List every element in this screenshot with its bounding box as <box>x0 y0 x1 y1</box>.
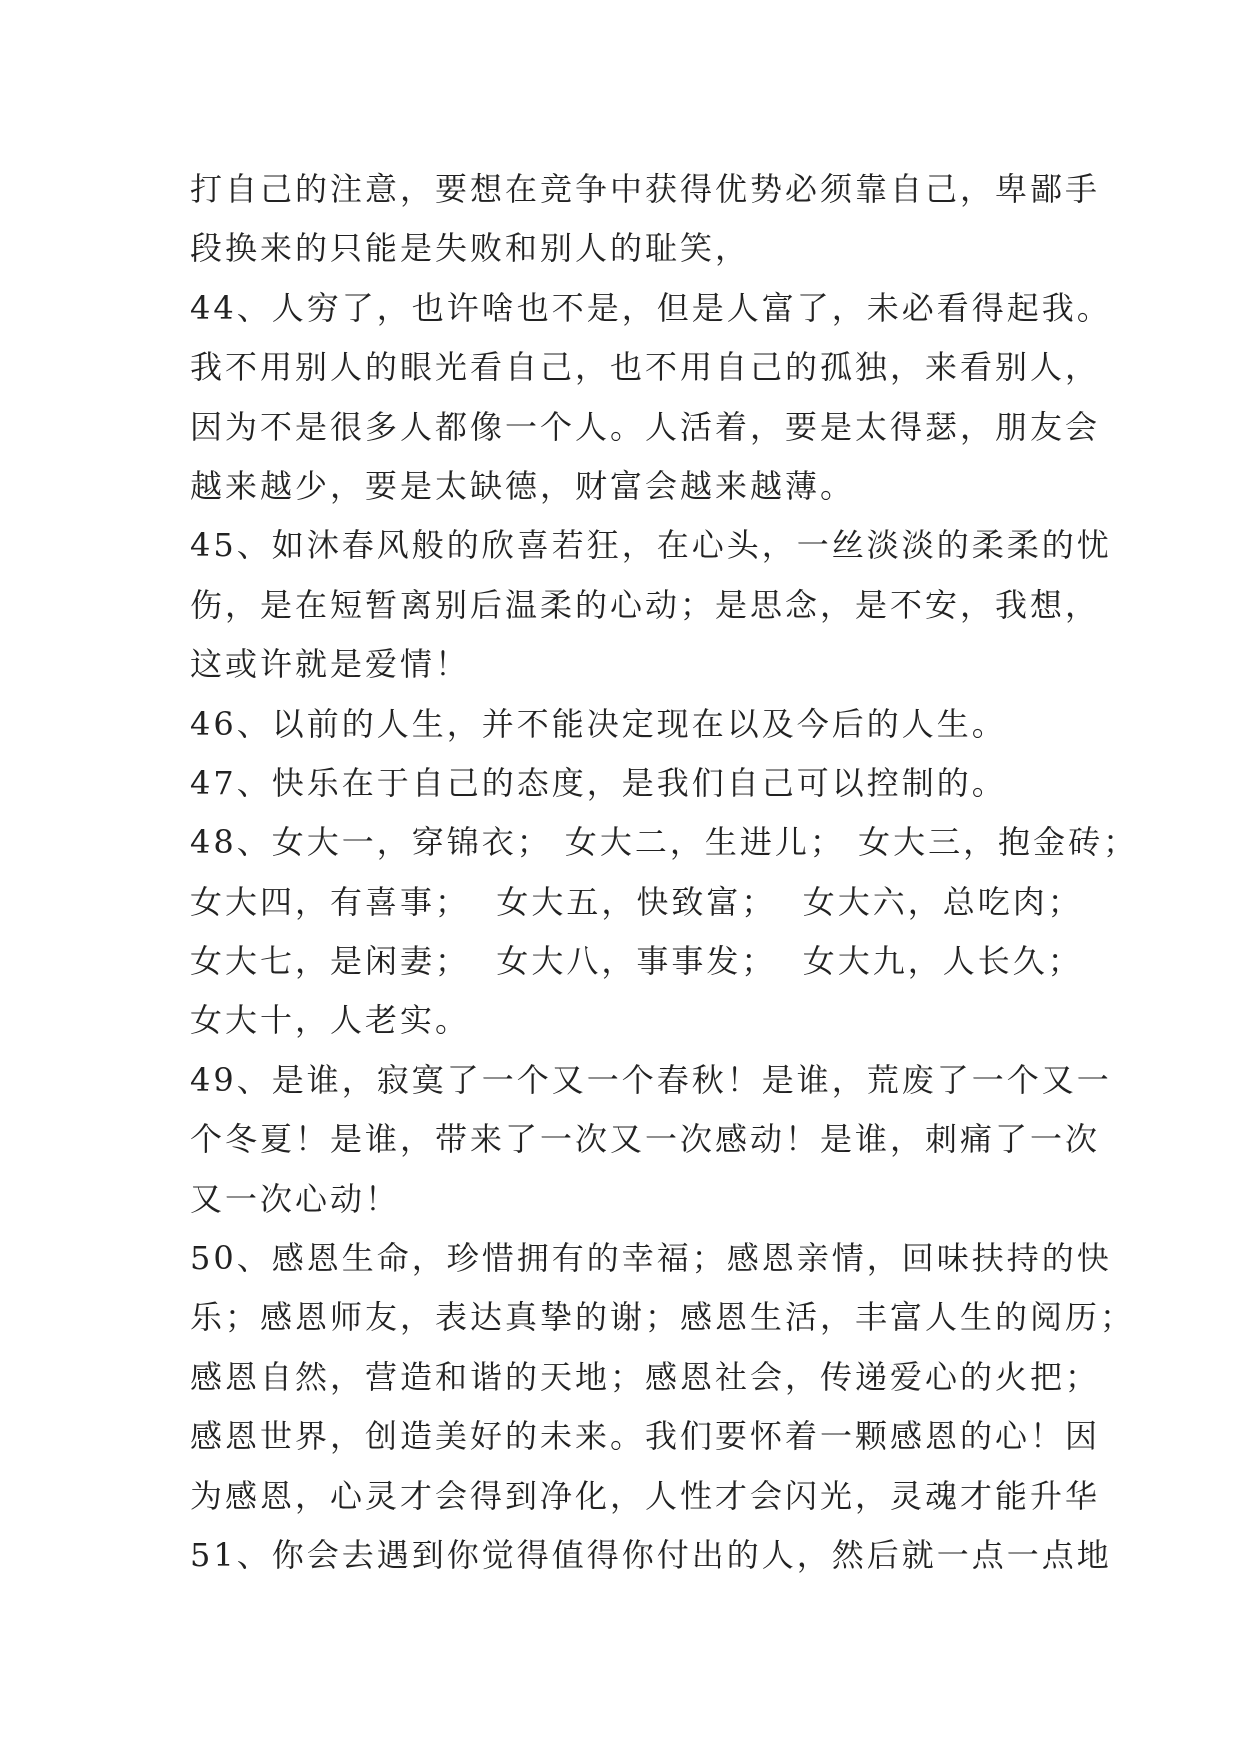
text-line: 打自己的注意，要想在竞争中获得优势必须靠自己，卑鄙手 <box>190 170 1101 208</box>
text-line: 我不用别人的眼光看自己，也不用自己的孤独，来看别人， <box>190 348 1101 387</box>
text-line: 女大四，有喜事； 女大五，快致富； 女大六，总吃肉； <box>190 882 1083 921</box>
text-line: 49、是谁，寂寞了一个又一个春秋！是谁，荒废了一个又一 <box>190 1060 1112 1099</box>
text-line: 47、快乐在于自己的态度，是我们自己可以控制的。 <box>190 763 1007 802</box>
text-line: 又一次心动！ <box>190 1179 401 1218</box>
text-line: 伤，是在短暂离别后温柔的心动；是思念，是不安，我想， <box>190 585 1101 624</box>
text-line: 个冬夏！是谁，带来了一次又一次感动！是谁，刺痛了一次 <box>190 1120 1101 1159</box>
text-line: 段换来的只能是失败和别人的耻笑， <box>190 229 751 268</box>
text-line: 感恩自然，营造和谐的天地；感恩社会，传递爱心的火把； <box>190 1357 1101 1396</box>
text-line: 46、以前的人生，并不能决定现在以及今后的人生。 <box>190 704 1007 743</box>
text-line: 女大十，人老实。 <box>190 1001 471 1040</box>
text-line: 为感恩，心灵才会得到净化，人性才会闪光，灵魂才能升华 <box>190 1476 1101 1515</box>
text-line: 越来越少，要是太缺德，财富会越来越薄。 <box>190 466 856 505</box>
document-body <box>190 160 1139 1585</box>
text-line: 45、如沐春风般的欣喜若狂，在心头，一丝淡淡的柔柔的忧 <box>190 526 1112 565</box>
text-line: 50、感恩生命，珍惜拥有的幸福；感恩亲情，回味扶持的快 <box>190 1239 1112 1278</box>
text-line: 这或许就是爱情！ <box>190 645 471 684</box>
text-line: 51、你会去遇到你觉得值得你付出的人，然后就一点一点地 <box>190 1535 1112 1574</box>
text-line: 女大七，是闲妻； 女大八，事事发； 女大九，人长久； <box>190 942 1083 981</box>
text-line: 感恩世界，创造美好的未来。我们要怀着一颗感恩的心！因 <box>190 1417 1101 1456</box>
text-line: 44、人穷了，也许啥也不是，但是人富了，未必看得起我。 <box>190 288 1112 327</box>
text-line: 因为不是很多人都像一个人。人活着，要是太得瑟，朋友会 <box>190 407 1101 446</box>
text-line: 乐；感恩师友，表达真挚的谢；感恩生活，丰富人生的阅历； <box>190 1298 1136 1337</box>
text-line: 48、女大一，穿锦衣； 女大二，生进儿； 女大三，抱金砖； <box>190 823 1139 862</box>
